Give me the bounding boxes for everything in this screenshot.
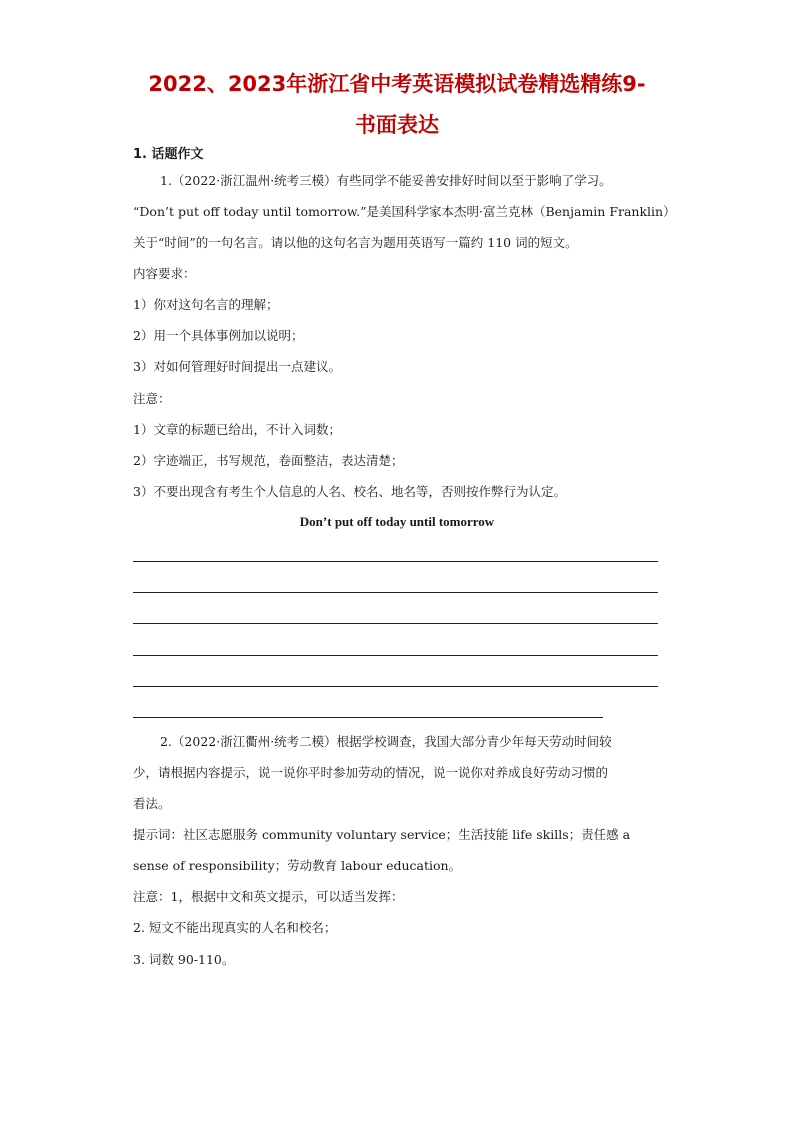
page-title-line-2: 书面表达 xyxy=(355,113,439,137)
q2-intro-line-2: 少，请根据内容提示，说一说你平时参加劳动的情况，说一说你对养成良好劳动习惯的 xyxy=(133,765,609,780)
q1-note-3: 3）不要出现含有考生个人信息的人名、校名、地名等，否则按作弊行为认定。 xyxy=(133,484,566,499)
page-title-line-1: 2022、2023年浙江省中考英语模拟试卷精选精练9- xyxy=(148,72,646,96)
q1-requirement-2: 2）用一个具体事例加以说明； xyxy=(133,328,304,343)
q1-intro-line-3: 关于“时间”的一句名言。请以他的这句名言为题用英语写一篇约 110 词的短文。 xyxy=(133,235,578,250)
q1-note-1: 1）文章的标题已给出，不计入词数； xyxy=(133,422,341,437)
answer-line xyxy=(133,717,603,718)
q1-requirement-3: 3）对如何管理好时间提出一点建议。 xyxy=(133,359,341,374)
q1-note-2: 2）字迹端正，书写规范，卷面整洁，表达清楚； xyxy=(133,453,404,468)
q1-essay-title: Don’t put off today until tomorrow xyxy=(299,514,495,529)
answer-line xyxy=(133,655,658,656)
q2-note-1: 注意：1，根据中文和英文提示，可以适当发挥： xyxy=(133,889,404,904)
answer-line xyxy=(133,592,658,593)
q2-hint-line-2: sense of responsibility；劳动教育 labour education。 xyxy=(133,858,462,873)
q2-intro-line-3: 看法。 xyxy=(133,796,171,811)
q2-note-2: 2. 短文不能出现真实的人名和校名； xyxy=(133,920,337,935)
q2-note-3: 3. 词数 90-110。 xyxy=(133,952,235,967)
q2-intro-line-1: 2.（2022·浙江衢州·统考二模）根据学校调查，我国大部分青少年每天劳动时间较 xyxy=(160,734,612,749)
q1-notes-heading: 注意： xyxy=(133,391,171,406)
answer-line xyxy=(133,561,658,562)
q1-intro-line-1: 1.（2022·浙江温州·统考三模）有些同学不能妥善安排好时间以至于影响了学习。 xyxy=(160,173,612,188)
q2-hint-line-1: 提示词：社区志愿服务 community voluntary service；生活技能 life skills；责任感 a xyxy=(133,827,631,842)
answer-line xyxy=(133,623,658,624)
section-heading: 1. 话题作文 xyxy=(133,147,204,162)
q1-requirement-1: 1）你对这句名言的理解； xyxy=(133,297,279,312)
q1-intro-line-2: “Don’t put off today until tomorrow.”是美国科学家本杰明·富兰克林（Benjamin Franklin） xyxy=(133,204,676,219)
q1-requirements-heading: 内容要求： xyxy=(133,266,196,281)
answer-line xyxy=(133,686,658,687)
